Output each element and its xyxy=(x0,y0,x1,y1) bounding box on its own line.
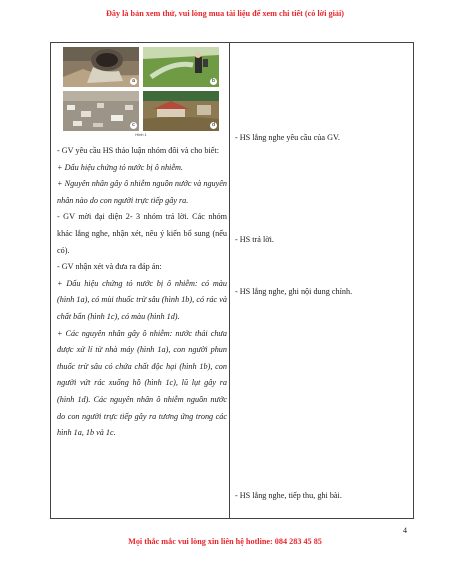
lesson-activity-table xyxy=(50,42,414,519)
pollution-figure xyxy=(63,47,219,139)
teacher-paragraph: + Dấu hiệu chứng tỏ nước bị ô nhiễm: có màu (hình 1a), có mùi thuốc trừ sâu (hình 1b), có rác và chất bẩn (hình 1c), có màu (hình 1d). xyxy=(57,278,227,321)
teacher-paragraph: + Nguyên nhân gây ô nhiễm nguồn nước và nguyên nhân nào do con người trực tiếp gây ra. xyxy=(57,179,227,205)
photo-flood xyxy=(143,91,219,131)
hotline-banner: Mọi thắc mắc vui lòng xin liên hệ hotline: 084 283 45 85 xyxy=(128,537,322,546)
student-response: - HS lắng nghe, ghi nội dung chính. xyxy=(235,287,353,296)
student-activity-cell xyxy=(230,43,414,519)
preview-notice-banner: Đây là bản xem thử, vui lòng mua tài liệu để xem chi tiết (có lời giải) xyxy=(105,9,344,18)
student-response: - HS lắng nghe, tiếp thu, ghi bài. xyxy=(235,491,342,500)
teacher-paragraph: + Dấu hiệu chứng tỏ nước bị ô nhiễm. xyxy=(57,162,183,172)
photo-label-b: b xyxy=(210,78,217,85)
teacher-activity-text xyxy=(57,143,227,442)
photo-label-d: d xyxy=(210,122,217,129)
photo-label-c: c xyxy=(130,122,137,129)
teacher-paragraph: + Các nguyên nhân gây ô nhiễm: nước thải chưa được xử lí từ nhà máy (hình 1a), con người phun thuốc trừ sâu có chứa chất độc hại (hình 1b), con người vứt rác xuống hồ (hình 1c), lũ lụt gây ra (hình 1d). Các nguyên nhân ô nhiễm nguồn nước do con người trực tiếp gây ra tương ứng trong các hình 1a, 1b và 1c. xyxy=(57,328,227,438)
photo-pesticide-spraying xyxy=(143,47,219,87)
photo-factory-discharge xyxy=(63,47,139,87)
teacher-paragraph: - GV nhận xét và đưa ra đáp án: xyxy=(57,262,162,272)
student-response: - HS trả lời. xyxy=(235,235,274,244)
teacher-activity-cell xyxy=(51,43,230,519)
page-number: 4 xyxy=(403,526,407,535)
student-response: - HS lắng nghe yêu cầu của GV. xyxy=(235,133,340,142)
photo-label-a: a xyxy=(130,78,137,85)
photo-trash-in-lake xyxy=(63,91,139,131)
teacher-paragraph: - GV yêu cầu HS thảo luận nhóm đôi và cho biết: xyxy=(57,146,219,155)
figure-caption: Hình 1 xyxy=(135,133,147,137)
teacher-paragraph: - GV mời đại diện 2- 3 nhóm trả lời. Các nhóm khác lắng nghe, nhận xét, nêu ý kiến bổ sung (nếu có). xyxy=(57,212,227,255)
